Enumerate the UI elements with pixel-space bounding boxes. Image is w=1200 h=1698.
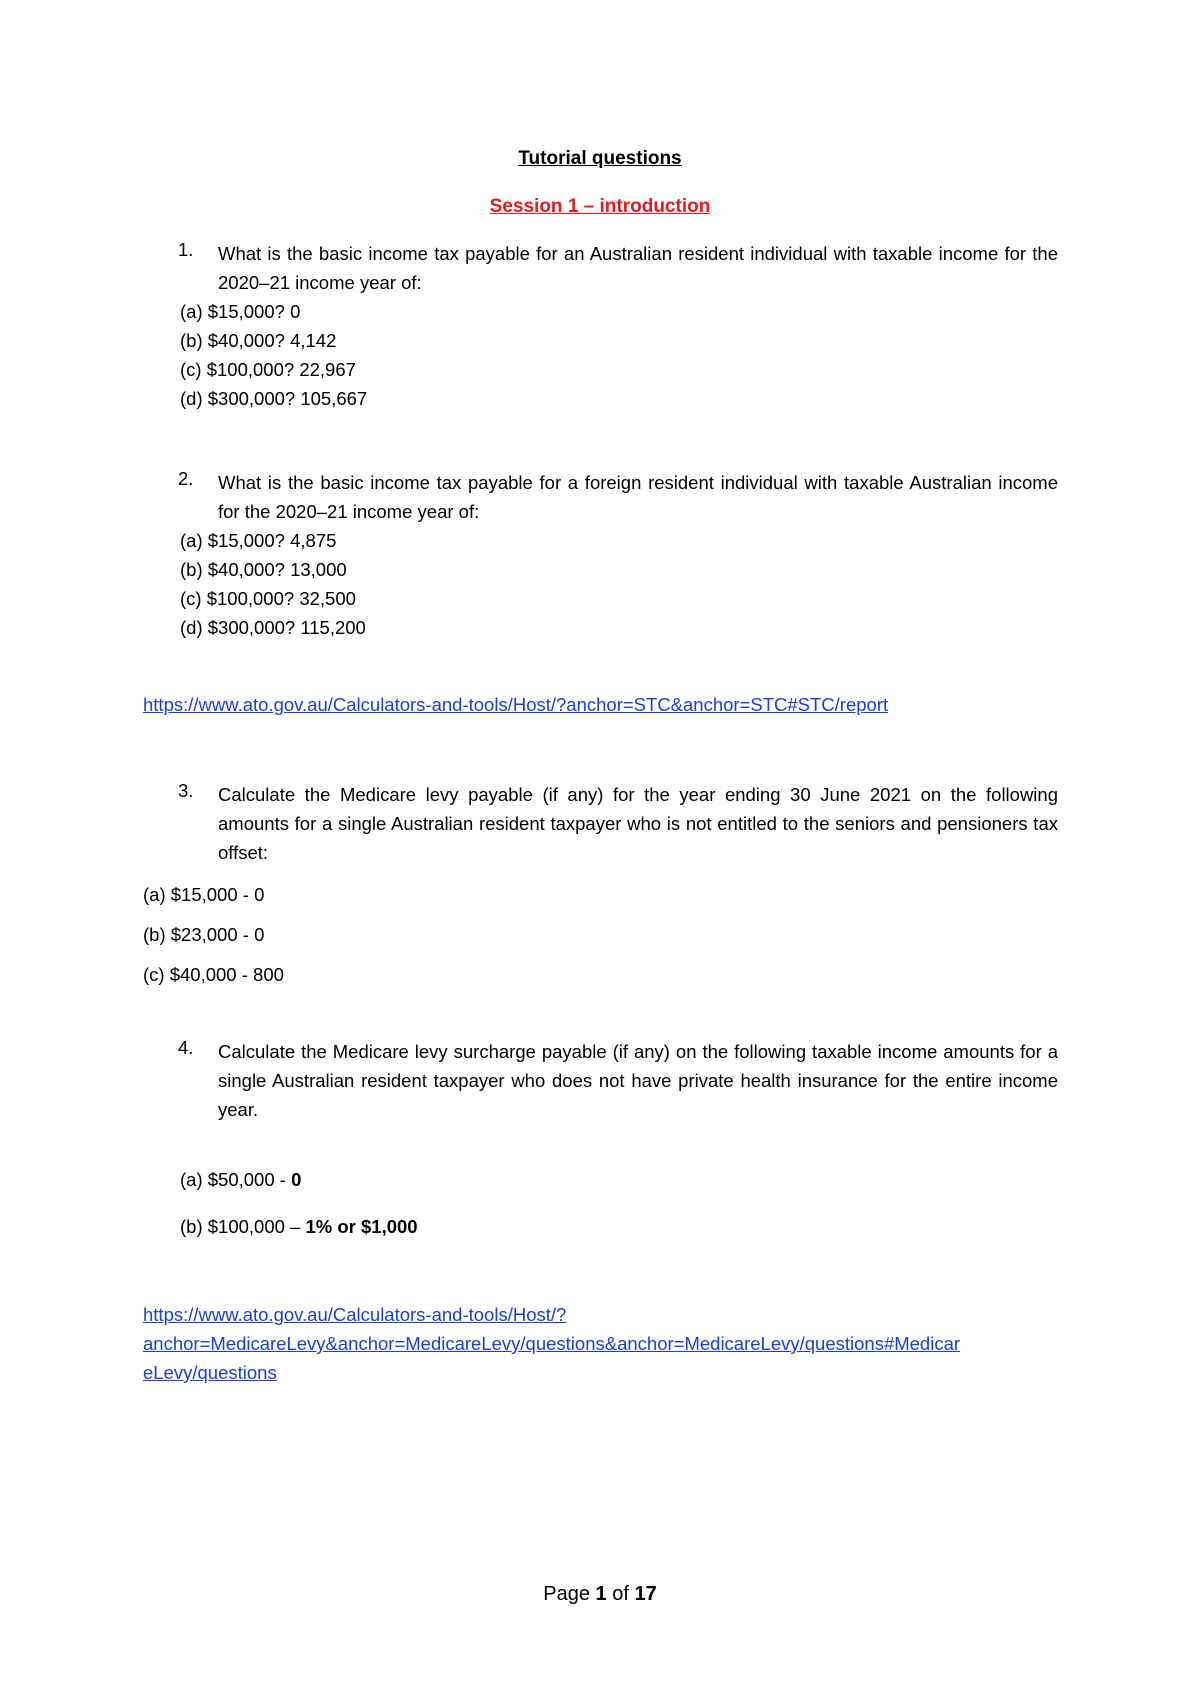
medicare-link-line-1[interactable]: https://www.ato.gov.au/Calculators-and-tools/Host/?: [143, 1304, 567, 1325]
medicare-link-line-2[interactable]: anchor=MedicareLevy&anchor=MedicareLevy/questions&anchor=MedicareLevy/questions#Medicar: [143, 1333, 961, 1354]
q4-answer-b: (b) $100,000 – 1% or $1,000: [180, 1216, 418, 1237]
medicare-link-line-3[interactable]: eLevy/questions: [143, 1362, 277, 1383]
page-heading: Tutorial questions: [518, 148, 682, 169]
question-3-text: Calculate the Medicare levy payable (if any) for the year ending 30 June 2021 on the following amounts for a single Australian resident taxpayer who is not entitled to the seniors and pensioners tax offset:: [218, 784, 1058, 863]
q3-answer-b: (b) $23,000 - 0: [143, 924, 265, 945]
page-number: 1: [595, 1583, 607, 1605]
question-4-text: Calculate the Medicare levy surcharge payable (if any) on the following taxable income amounts for a single Australian resident taxpayer who does not have private health insurance for the entire income year.: [218, 1041, 1058, 1120]
q2-answer-a: (a) $15,000? 4,875: [180, 530, 337, 551]
q1-answer-d: (d) $300,000? 105,667: [180, 388, 368, 409]
ato-medicare-levy-link[interactable]: [143, 1300, 1060, 1387]
q3-answer-c: (c) $40,000 - 800: [143, 964, 284, 985]
q3-answer-a: (a) $15,000 - 0: [143, 884, 265, 905]
q2-answer-c: (c) $100,000? 32,500: [180, 588, 356, 609]
q2-answer-d: (d) $300,000? 115,200: [180, 617, 366, 638]
q4-answer-a: (a) $50,000 - 0: [180, 1169, 302, 1190]
q2-answer-b: (b) $40,000? 13,000: [180, 559, 347, 580]
q1-answer-c: (c) $100,000? 22,967: [180, 359, 356, 380]
question-2-text: What is the basic income tax payable for a foreign resident individual with taxable Australian income for the 2020–21 income year of:: [218, 472, 1058, 522]
page-footer: Page 1 of 17: [543, 1583, 657, 1605]
question-2-number: 2.: [178, 468, 194, 489]
session-heading: Session 1 – introduction: [489, 196, 711, 217]
question-1-text: What is the basic income tax payable for an Australian resident individual with taxable income for the 2020–21 income year of:: [218, 243, 1058, 293]
page-total: 17: [634, 1583, 657, 1605]
question-1-number: 1.: [178, 239, 194, 260]
q1-answer-b: (b) $40,000? 4,142: [180, 330, 337, 351]
question-3-number: 3.: [178, 780, 194, 801]
question-4-number: 4.: [178, 1037, 194, 1058]
ato-tax-calculator-link[interactable]: https://www.ato.gov.au/Calculators-and-tools/Host/?anchor=STC&anchor=STC#STC/report: [143, 694, 889, 715]
q1-answer-a: (a) $15,000? 0: [180, 301, 301, 322]
